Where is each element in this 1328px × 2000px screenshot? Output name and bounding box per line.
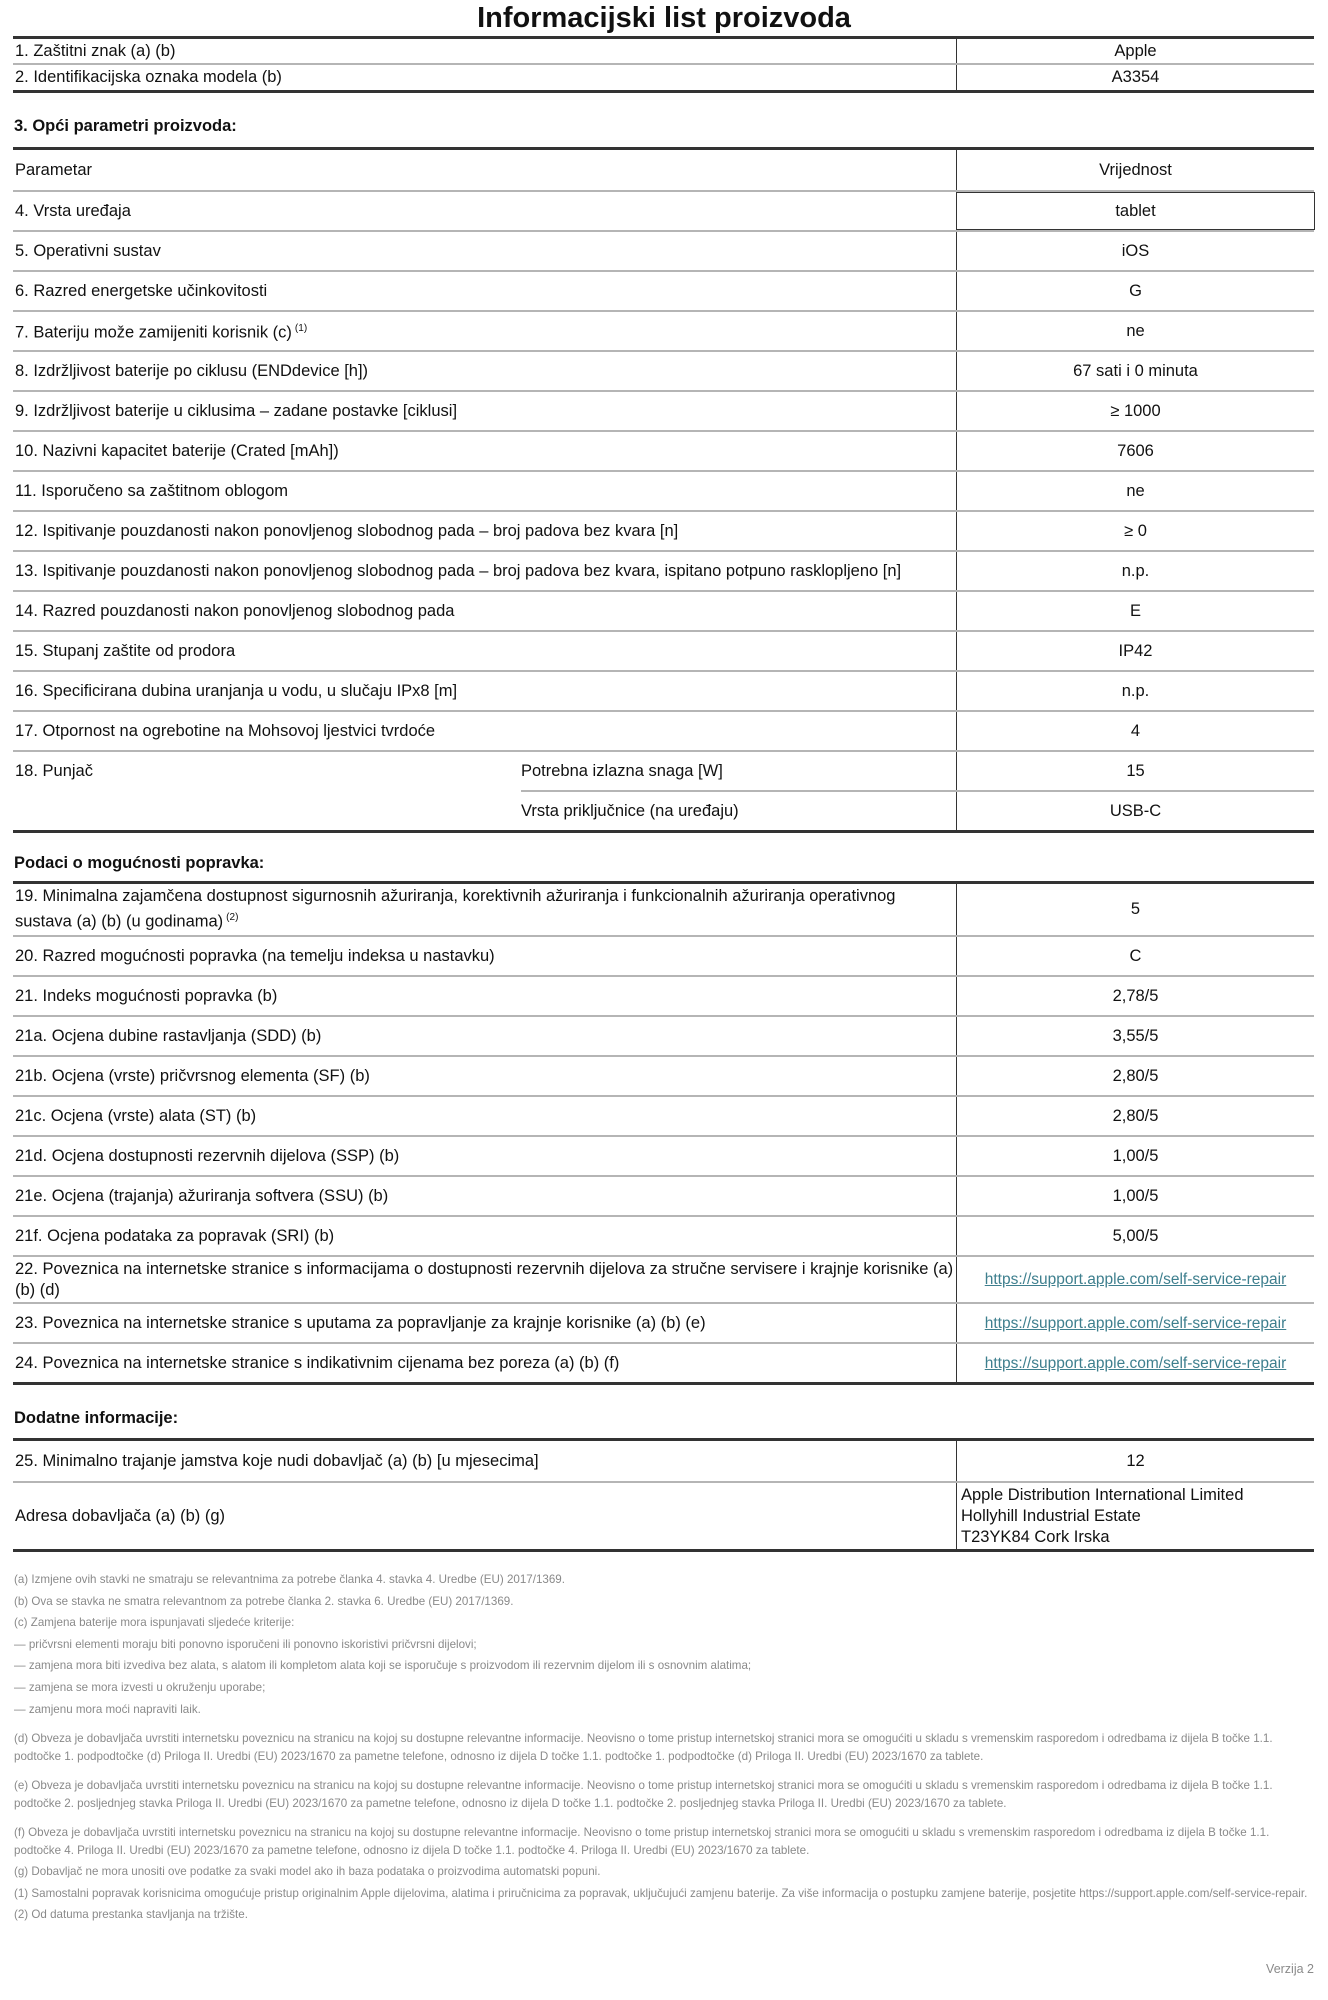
table-row	[13, 1175, 1314, 1215]
subrow-label: Vrsta priključnice (na uređaju)	[521, 801, 739, 820]
footnote: (c) Zamjena baterije mora ispunjavati sljedeće kriterije:	[14, 1616, 295, 1630]
row-value	[956, 1441, 1314, 1481]
row-label	[13, 1017, 956, 1055]
value-text: USB-C	[1109, 801, 1162, 820]
footnote: (d) Obveza je dobavljača uvrstiti internetsku poveznicu na stranicu na kojoj su dostupne relevantne informacije. Neovisno o tome pristup internetskoj stranici mora se omogućiti u skladu s vremenskim rasporedom i odredbama iz dijela B točke 1.1. podtočke 1. podpodtočke (d) Priloga II. Uredbi (EU) 2023/1670 za pametne telefone, odnosno iz dijela D točke 1.1. podtočke 1. podpodtočke (d) Priloga II. Uredbi (EU) 2023/1670 za tablete.	[14, 1731, 1273, 1763]
label-text: 21. Indeks mogućnosti popravka (b)	[15, 986, 278, 1005]
row-label-text	[15, 1353, 619, 1374]
value-text: 3,55/5	[1112, 1026, 1159, 1045]
value-text: tablet	[1115, 201, 1156, 220]
table-row	[13, 1055, 1314, 1095]
row-value	[956, 432, 1314, 470]
row-label	[13, 472, 956, 510]
row-label	[13, 352, 956, 390]
row-label-text	[15, 401, 457, 422]
row-label-text	[15, 441, 339, 462]
label-text: 7. Bateriju može zamijeniti korisnik (c)	[15, 323, 292, 342]
row-value	[956, 39, 1314, 63]
charger-subrows	[521, 752, 1314, 830]
row-label	[13, 1344, 956, 1382]
row-value	[956, 977, 1314, 1015]
row-label-text	[15, 1106, 256, 1127]
table-row	[13, 935, 1314, 975]
table-row	[13, 190, 1314, 230]
row-label-text	[15, 561, 901, 582]
row-label-text	[15, 1451, 539, 1472]
footnote: — zamjena mora biti izvediva bez alata, s alatom ili kompletom alata koji se isporučuje s proizvodom ili rezervnim dijelom ili s osnovnim alatima;	[14, 1659, 752, 1673]
row-label	[13, 272, 956, 310]
table-row	[13, 630, 1314, 670]
row-value	[956, 65, 1314, 90]
table-row	[13, 63, 1314, 90]
row-value	[956, 632, 1314, 670]
value-text: 4	[1130, 721, 1141, 740]
table-row	[13, 470, 1314, 510]
table-row	[13, 350, 1314, 390]
table-row	[13, 1135, 1314, 1175]
value-text: IP42	[1118, 641, 1153, 660]
row-label	[13, 512, 956, 550]
row-label-text	[15, 681, 457, 702]
value-text: n.p.	[1121, 681, 1150, 700]
table-row	[13, 1215, 1314, 1255]
row-value	[956, 884, 1314, 935]
identification-table	[13, 36, 1314, 93]
value-text: ne	[1126, 321, 1145, 340]
footnote: (2) Od datuma prestanka stavljanja na tržište.	[14, 1908, 248, 1922]
row-label	[13, 1441, 956, 1481]
row-label-text	[15, 481, 288, 502]
label-text: 16. Specificirana dubina uranjanja u vodu, u slučaju IPx8 [m]	[15, 681, 458, 700]
row-value	[956, 1017, 1314, 1055]
row-label	[13, 1304, 956, 1342]
value-text: 15	[1126, 761, 1145, 780]
table-row	[13, 884, 1314, 935]
charger-subrow	[521, 752, 1314, 790]
table-row	[13, 670, 1314, 710]
row-label-text	[15, 601, 454, 622]
table-row-charger	[13, 750, 1314, 830]
additional-information-table	[13, 1438, 1314, 1552]
label-text: 14. Razred pouzdanosti nakon ponovljenog slobodnog pada	[15, 601, 455, 620]
address-lines	[961, 1485, 1244, 1548]
row-value	[956, 192, 1315, 230]
footnote-ref: (2)	[226, 912, 239, 924]
support-link[interactable]: https://support.apple.com/self-service-repair	[984, 1354, 1287, 1372]
row-label	[13, 592, 956, 630]
label-text: Adresa dobavljača (a) (b) (g)	[15, 1506, 226, 1525]
subrow-value	[956, 792, 1314, 830]
row-label	[13, 39, 956, 63]
table-row	[13, 39, 1314, 63]
table-row	[13, 150, 1314, 190]
label-text: 21a. Ocjena dubine rastavljanja (SDD) (b)	[15, 1026, 322, 1045]
row-label	[13, 150, 956, 190]
address-line: Hollyhill Industrial Estate	[961, 1506, 1141, 1525]
label-text: 17. Otpornost na ogrebotine na Mohsovoj ljestvici tvrdoće	[15, 721, 436, 740]
row-value	[956, 1137, 1314, 1175]
charger-subrow	[521, 790, 1314, 830]
value-text: 2,80/5	[1112, 1106, 1159, 1125]
support-link[interactable]: https://support.apple.com/self-service-repair	[984, 1271, 1287, 1288]
value-text: 7606	[1117, 441, 1154, 460]
value-text: Apple	[1114, 41, 1157, 60]
repair-information-table	[13, 881, 1314, 1385]
section-heading-additional: Dodatne informacije:	[14, 1409, 179, 1427]
footnote: (a) Izmjene ovih stavki ne smatraju se relevantnima za potrebe članka 4. stavka 4. Uredbe (EU) 2017/1369.	[14, 1573, 565, 1586]
value-text: C	[1129, 946, 1142, 965]
label-text: 23. Poveznica na internetske stranice s uputama za popravljanje za krajnje korisnike (a) (b) (e)	[15, 1313, 706, 1332]
value-text: ne	[1126, 481, 1145, 500]
table-row	[13, 1342, 1314, 1382]
label-text: 9. Izdržljivost baterije u ciklusima – zadane postavke [ciklusi]	[15, 401, 458, 420]
table-row	[13, 510, 1314, 550]
value-text: 5	[1130, 900, 1141, 918]
label-text: 6. Razred energetske učinkovitosti	[15, 281, 268, 300]
value-text: iOS	[1121, 241, 1150, 260]
row-label-text	[15, 160, 92, 181]
label-text: 21f. Ocjena podataka za popravak (SRI) (b)	[15, 1226, 335, 1245]
row-label-text	[15, 641, 235, 662]
table-row	[13, 1441, 1314, 1481]
table-row	[13, 390, 1314, 430]
value-text: 2,80/5	[1112, 1066, 1159, 1085]
table-row	[13, 550, 1314, 590]
label-text: 13. Ispitivanje pouzdanosti nakon ponovljenog slobodnog pada – broj padova bez kvara, ispitano potpuno rasklopljeno [n]	[15, 561, 902, 580]
charger-label: 18. Punjač	[15, 762, 93, 780]
row-label-text	[15, 886, 954, 933]
row-label-text	[15, 1313, 706, 1334]
row-value	[956, 1097, 1314, 1135]
footnote-ref: (1)	[294, 323, 308, 335]
address-line: Apple Distribution International Limited	[961, 1485, 1244, 1504]
row-label	[13, 977, 956, 1015]
table-row	[13, 430, 1314, 470]
row-value	[956, 592, 1314, 630]
row-label	[13, 1057, 956, 1095]
row-value	[956, 552, 1314, 590]
row-label	[13, 632, 956, 670]
row-value	[956, 150, 1314, 190]
label-text: 21e. Ocjena (trajanja) ažuriranja softvera (SSU) (b)	[15, 1186, 389, 1205]
row-label	[13, 65, 956, 90]
row-label-text	[15, 1146, 399, 1167]
section-heading-general: 3. Opći parametri proizvoda:	[14, 117, 237, 135]
value-text: ≥ 0	[1124, 521, 1147, 540]
row-value	[956, 512, 1314, 550]
value-text: n.p.	[1121, 561, 1150, 580]
row-label-text	[15, 1066, 370, 1087]
row-label	[13, 1217, 956, 1255]
label-text: 15. Stupanj zaštite od prodora	[15, 641, 236, 660]
table-row	[13, 1481, 1314, 1549]
row-value	[956, 272, 1314, 310]
table-row	[13, 230, 1314, 270]
footnote: — pričvrsni elementi moraju biti ponovno isporučeni ili ponovno iskoristivi pričvrsni dijelovi;	[14, 1637, 477, 1651]
label-text: 2. Identifikacijska oznaka modela (b)	[15, 68, 282, 86]
row-label	[13, 392, 956, 430]
row-label	[13, 672, 956, 710]
label-text: 21c. Ocjena (vrste) alata (ST) (b)	[15, 1106, 257, 1125]
row-value	[956, 1057, 1314, 1095]
footnote: (f) Obveza je dobavljača uvrstiti internetsku poveznicu na stranicu na kojoj su dostupne relevantne informacije. Neovisno o tome pristup internetskoj stranici mora se omogućiti u skladu s vremenskim rasporedom i odredbama iz dijela B točke 1.1. podtočke 4. Priloga II. Uredbi (EU) 2023/1670 za pametne telefone, odnosno iz dijela D točke 1.1. podtočke 4. Priloga II. Uredbi (EU) 2023/1670 za tablete.	[14, 1825, 1270, 1857]
label-text: 24. Poveznica na internetske stranice s indikativnim cijenama bez poreza (a) (b) (f)	[15, 1353, 620, 1372]
row-label-text	[15, 986, 277, 1007]
section-heading-repair: Podaci o mogućnosti popravka:	[14, 854, 265, 872]
page-title: Informacijski list proizvoda	[477, 2, 851, 34]
subrow-value	[956, 752, 1314, 790]
value-text: 12	[1126, 1451, 1145, 1470]
footnotes	[14, 1571, 1314, 1928]
label-text: 10. Nazivni kapacitet baterije (Crated [mAh])	[15, 441, 339, 460]
footnote: — zamjena se mora izvesti u okruženju uporabe;	[14, 1680, 266, 1694]
row-label	[13, 1177, 956, 1215]
row-label	[13, 884, 956, 935]
row-label-text	[15, 318, 307, 344]
label-text: 25. Minimalno trajanje jamstva koje nudi dobavljač (a) (b) [u mjesecima]	[15, 1451, 539, 1470]
footnote: — zamjenu mora moći napraviti laik.	[14, 1702, 201, 1716]
value-text: 2,78/5	[1112, 986, 1159, 1005]
row-value	[956, 1177, 1314, 1215]
row-label-text	[15, 241, 161, 262]
row-label-text	[15, 946, 495, 967]
value-text: Vrijednost	[1099, 160, 1172, 179]
value-text: G	[1129, 281, 1142, 300]
row-label	[13, 712, 956, 750]
row-value	[956, 352, 1314, 390]
version-label: Verzija 2	[1266, 1962, 1314, 1976]
row-label-text	[15, 1506, 225, 1527]
footnote: (1) Samostalni popravak korisnicima omogućuje pristup originalnim Apple dijelovima, alatima i priručnicima za popravak, uključujući zamjenu baterije. Za više informacija o postupku zamjene baterije, posjetite https://support.apple.com/self-service-repair.	[14, 1886, 1308, 1900]
row-label	[13, 1257, 956, 1302]
general-parameters-table	[13, 147, 1314, 833]
footnote: (e) Obveza je dobavljača uvrstiti internetsku poveznicu na stranicu na kojoj su dostupne relevantne informacije. Neovisno o tome pristup internetskoj stranici mora se omogućiti u skladu s vremenskim rasporedom i odredbama iz dijela B točke 1.1. podtočke 2. posljednjeg stavka Priloga II. Uredbi (EU) 2023/1670 za pametne telefone, odnosno iz dijela D točke 1.1. podtočke 2. posljednjeg stavka Priloga II. Uredbi (EU) 2023/1670 za tablete.	[14, 1778, 1273, 1810]
subrow-label: Potrebna izlazna snaga [W]	[521, 761, 723, 780]
address-line: T23YK84 Cork Irska	[961, 1527, 1110, 1546]
row-value	[956, 1217, 1314, 1255]
label-text: 11. Isporučeno sa zaštitnom oblogom	[15, 481, 289, 500]
row-label-text	[15, 201, 131, 222]
footnote: (b) Ova se stavka ne smatra relevantnom za potrebe članka 2. stavka 6. Uredbe (EU) 2017/1369.	[14, 1594, 514, 1608]
label-text: 20. Razred mogućnosti popravka (na temelju indeksa u nastavku)	[15, 946, 495, 965]
row-label	[13, 1097, 956, 1135]
label-text: 4. Vrsta uređaja	[15, 201, 131, 220]
label-text: 21b. Ocjena (vrste) pričvrsnog elementa (SF) (b)	[15, 1066, 370, 1085]
row-value	[956, 392, 1314, 430]
row-label-text	[15, 281, 267, 302]
table-row	[13, 1095, 1314, 1135]
row-label	[13, 1137, 956, 1175]
row-value	[956, 472, 1314, 510]
row-label	[13, 937, 956, 975]
table-row	[13, 1302, 1314, 1342]
row-value	[956, 937, 1314, 975]
row-label	[13, 232, 956, 270]
table-row	[13, 975, 1314, 1015]
value-text: 5,00/5	[1112, 1226, 1159, 1245]
table-row	[13, 270, 1314, 310]
row-value	[956, 1483, 1314, 1549]
row-label-text	[15, 1026, 321, 1047]
row-label-text	[15, 67, 282, 88]
row-value	[956, 712, 1314, 750]
footnote: (g) Dobavljač ne mora unositi ove podatke za svaki model ako ih baza podataka o proizvodima automatski popuni.	[14, 1865, 601, 1879]
label-text: 19. Minimalna zajamčena dostupnost sigurnosnih ažuriranja, korektivnih ažuriranja i funkcionalnih ažuriranja operativnog sustava (a) (b) (u godinama)	[15, 887, 896, 931]
value-text: E	[1129, 601, 1141, 620]
support-link[interactable]: https://support.apple.com/self-service-repair	[984, 1314, 1287, 1332]
label-text: Parametar	[15, 160, 93, 179]
value-text: 67 sati i 0 minuta	[1073, 361, 1198, 380]
row-label-text	[15, 41, 175, 62]
label-text: 22. Poveznica na internetske stranice s informacijama o dostupnosti rezervnih dijelova za stručne servisere i krajnje korisnike (a) (b) (d)	[15, 1259, 954, 1299]
label-text: 21d. Ocjena dostupnosti rezervnih dijelova (SSP) (b)	[15, 1146, 400, 1165]
row-label	[13, 312, 956, 350]
table-row	[13, 590, 1314, 630]
table-row	[13, 1255, 1314, 1302]
row-value	[956, 232, 1314, 270]
label-text: 8. Izdržljivost baterije po ciklusu (ENDdevice [h])	[15, 361, 369, 380]
value-text: 1,00/5	[1112, 1146, 1159, 1165]
value-text: A3354	[1111, 68, 1160, 86]
row-label-text	[15, 1259, 954, 1301]
table-row	[13, 1015, 1314, 1055]
row-label-text	[15, 721, 435, 742]
row-value	[956, 312, 1314, 350]
value-text: 1,00/5	[1112, 1186, 1159, 1205]
value-text: ≥ 1000	[1110, 401, 1161, 420]
row-label	[13, 432, 956, 470]
row-value	[956, 1344, 1314, 1382]
row-label-text	[15, 361, 368, 382]
row-label-text	[15, 1186, 388, 1207]
row-value	[956, 1257, 1314, 1302]
label-text: 1. Zaštitni znak (a) (b)	[15, 41, 176, 60]
row-label-text	[15, 521, 678, 542]
table-row	[13, 710, 1314, 750]
row-label-text	[15, 1226, 334, 1247]
row-label	[13, 192, 956, 230]
row-value	[956, 1304, 1314, 1342]
row-label	[13, 552, 956, 590]
label-text: 5. Operativni sustav	[15, 241, 161, 260]
row-label	[13, 1483, 956, 1549]
label-text: 12. Ispitivanje pouzdanosti nakon ponovljenog slobodnog pada – broj padova bez kvara [n]	[15, 521, 679, 540]
table-row	[13, 310, 1314, 350]
row-value	[956, 672, 1314, 710]
